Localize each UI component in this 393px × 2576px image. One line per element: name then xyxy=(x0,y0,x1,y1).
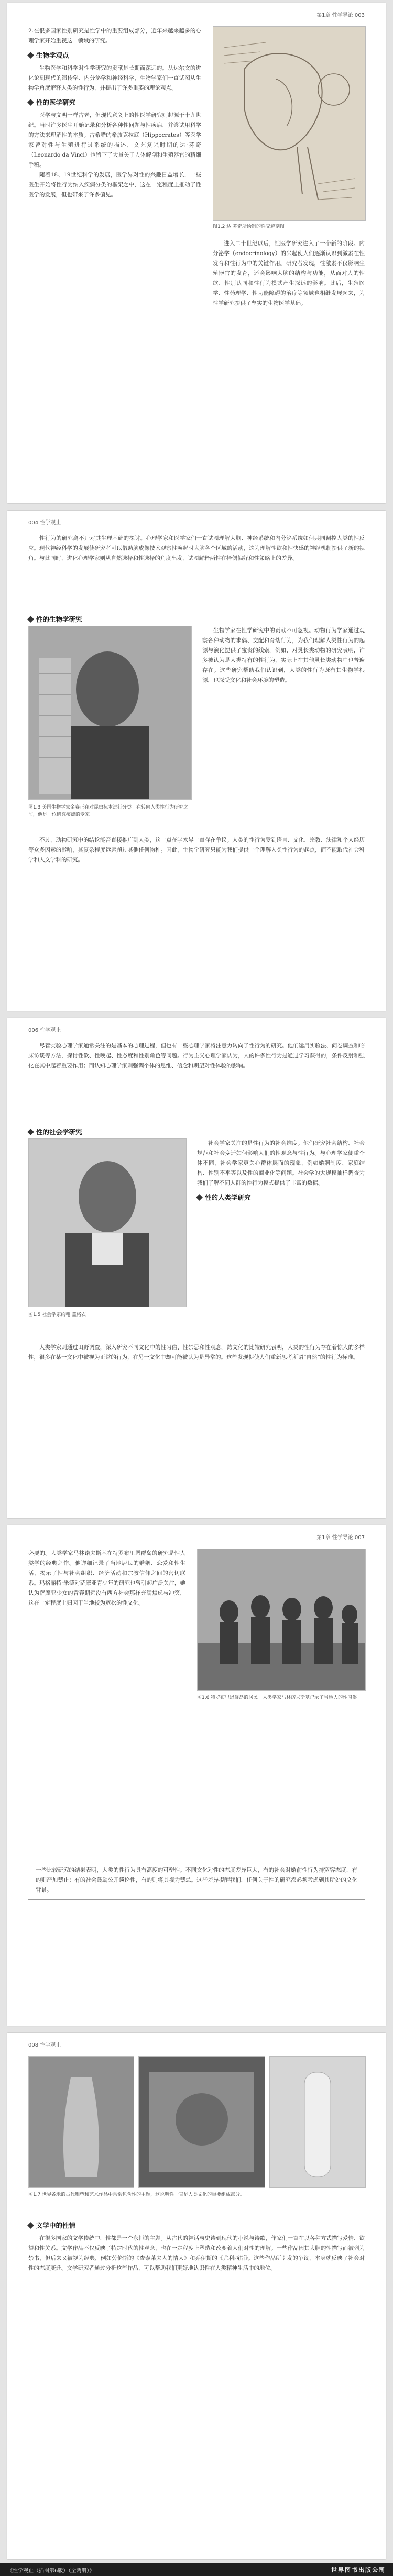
figure-kinsey-photo xyxy=(28,626,192,800)
book-page-003 xyxy=(7,3,386,503)
publisher-logo: 世界图书出版公司 xyxy=(331,2567,386,2573)
figure-caption: 图1.3 美国生物学家金赛正在对昆虫标本进行分类。在转向人类性行为研究之前，他是一位研究瘿蜂的专家。 xyxy=(28,805,189,817)
text-column-left xyxy=(28,26,201,200)
section-heading xyxy=(197,1192,365,1202)
figure-gagnon-photo xyxy=(28,1138,187,1307)
section-heading xyxy=(28,614,191,624)
text-column-top xyxy=(28,1041,365,1071)
text-column-left xyxy=(28,1549,185,1608)
running-header: 006 性学观止 xyxy=(28,1027,61,1033)
text-column-bottom xyxy=(213,239,365,308)
figure-sculpture-left xyxy=(28,2056,134,2188)
heading-text: 生物学观点 xyxy=(36,51,69,59)
statue-photo xyxy=(270,2057,365,2187)
section-heading xyxy=(28,50,201,60)
paragraph: 尽管实验心理学家通常关注的是基本的心理过程，但也有一些心理学家将注意力转向了性行为的研究。他们运用实验法、问卷调查和临床访谈等方法，探讨性欲、性唤起、性态度和性别角色等问题。行为主义心理学家认为，人的许多性行为是通过学习获得的，条件反射和强化在其中起着重要作用；而认知心理学家则强调个体的思维、信念和期望对性体验的影响。 xyxy=(28,1043,365,1069)
figure-caption: 图1.2 达·芬奇所绘制的性交解剖图 xyxy=(213,224,285,229)
group-photo xyxy=(198,1549,365,1690)
figure-trobriand-photo xyxy=(197,1549,366,1691)
figure-sculpture-right xyxy=(269,2056,366,2188)
text-column-right xyxy=(197,1138,365,1206)
running-header: 第1章 性学导论 007 xyxy=(316,1535,365,1541)
footer-bar xyxy=(0,2563,393,2576)
figure-caption: 图1.5 社会学家约翰·盖格农 xyxy=(28,1312,86,1318)
text-column-right xyxy=(202,626,365,686)
paragraph: 进入二十世纪以后，性医学研究进入了一个新的阶段。内分泌学（endocrinology）的兴起使人们逐渐认识到激素在性发育和性行为中的关键作用。研究者发现，性激素不仅影响生殖器官的发育，还会影响大脑的结构与功能，从而对人的性欲、性别认同和性行为模式产生深远的影响。此后，生殖医学、性药理学、性功能障碍的治疗等领域也相继发展起来，为性学研究提供了坚实的生物医学基础。 xyxy=(213,240,365,306)
heading-text: 性的社会学研究 xyxy=(36,1128,82,1136)
paragraph: 性行为的研究离不开对其生理基础的探讨。心理学家和医学家们一直试图理解大脑、神经系统和内分泌系统如何共同调控人类的性反应。现代神经科学的发展使研究者可以借助脑成像技术观察性唤起时大脑各个区域的活动，这为理解性欲和性快感的神经机制提供了新的视角。与此同时，进化心理学家则从自然选择和性选择的角度出发，试图解释两性在择偶偏好和性策略上的差异。 xyxy=(28,535,365,561)
paragraph: 随着18、19世纪科学的发展，医学界对性的兴趣日益增长，一些医生开始将性行为纳入疾病分类的框架之中，这在一定程度上推动了性医学的发展，但也带来了许多偏见。 xyxy=(28,172,201,198)
heading-text: 性的医学研究 xyxy=(36,98,76,106)
book-page-006 xyxy=(7,1018,386,1518)
heading-text: 性的生物学研究 xyxy=(36,615,82,623)
heading-text: 文学中的性情 xyxy=(36,2221,76,2229)
bullet-icon xyxy=(27,2222,34,2229)
sketch-drawing xyxy=(213,27,365,220)
figure-caption: 图1.7 世界各地的古代雕塑和艺术作品中常常包含性的主题，这说明性一直是人类文化的重要组成部分。 xyxy=(28,2192,245,2197)
text-column-main xyxy=(28,2216,365,2273)
paragraph: 不过，动物研究中的结论能否直接推广到人类，这一点在学术界一直存在争议。人类的性行为受到语言、文化、宗教、法律和个人经历等众多因素的影响，其复杂程度远远超过其他任何物种。因此，生物学研究只能为我们提供一个理解人类性行为的起点，而不能取代社会科学和人文学科的研究。 xyxy=(28,837,365,863)
paragraph: 社会学家关注的是性行为的社会维度。他们研究社会结构、社会规范和社会变迁如何影响人们的性观念与性行为。与心理学家侧重个体不同，社会学家更关心群体层面的现象，例如婚姻制度、家庭结构、性别不平等以及性的商业化等问题。社会学的大规模抽样调查为我们了解不同人群的性行为模式提供了丰富的数据。 xyxy=(197,1140,365,1186)
paragraph: 2.在很多国家性别研究是性学中的重要组成部分，近年来越来越多的心理学家开始重视这一领域的研究。 xyxy=(28,28,201,44)
paragraph: 人类学家则通过田野调查，深入研究不同文化中的性习俗、性禁忌和性观念。跨文化的比较研究表明，人类的性行为存在着惊人的多样性，很多在某一文化中被视为正常的行为，在另一文化中却可能被认为是异常的。这些发现促使人们重新思考所谓“自然”的性行为标准。 xyxy=(28,1344,365,1361)
section-heading xyxy=(28,97,201,107)
blockquote: 一些比较研究的结果表明，人类的性行为具有高度的可塑性。不同文化对性的态度差异巨大，有的社会对婚前性行为持宽容态度，有的则严加禁止；有的社会鼓励公开谈论性，有的则将其视为禁忌。这些差异提醒我们，任何关于性的研究都必须考虑到其所处的文化背景。 xyxy=(28,1861,365,1900)
text-column-bottom xyxy=(28,1343,365,1363)
bullet-icon xyxy=(27,52,34,59)
bullet-icon xyxy=(27,616,34,623)
figure-sculpture-middle xyxy=(138,2056,265,2188)
text-column-top xyxy=(28,534,365,563)
paragraph: 必要的。人类学家马林诺夫斯基在特罗布里恩群岛的研究是性人类学的经典之作。他详细记录了当地居民的婚姻、恋爱和性生活，揭示了性与社会组织、经济活动和宗教信仰之间的密切联系。玛格丽特·米德对萨摩亚青少年的研究也曾引起广泛关注，她认为萨摩亚少女的青春期远没有西方社会那样充满焦虑与冲突，这在一定程度上归因于当地较为宽松的性文化。 xyxy=(28,1550,185,1606)
text-column-left xyxy=(28,610,191,627)
book-title: 《性学观止（插图第6版）（全两册）》 xyxy=(7,2568,95,2574)
portrait-photo xyxy=(29,1139,186,1307)
bullet-icon xyxy=(196,1194,203,1201)
book-page-007 xyxy=(7,1525,386,2026)
book-page-008 xyxy=(7,2033,386,2559)
paragraph: 在很多国家的文学传统中，性都是一个永恒的主题。从古代的神话与史诗到现代的小说与诗歌，作家们一直在以各种方式描写爱情、欲望和性关系。文学作品不仅反映了特定时代的性观念，也在一定程度上塑造和改变着人们对性的理解。一些作品因其大胆的性描写而被列为禁书，但后来又被视为经典，例如劳伦斯的《查泰莱夫人的情人》和乔伊斯的《尤利西斯》。这些作品所引发的争议，本身就反映了社会对性的态度变迁。文学研究者通过分析这些作品，可以帮助我们更好地认识性在人类精神生活中的地位。 xyxy=(28,2235,365,2271)
text-column-bottom xyxy=(28,835,365,865)
section-heading xyxy=(28,1127,185,1137)
portrait-photo xyxy=(29,626,191,799)
carving-photo xyxy=(139,2057,265,2187)
paragraph: 生物医学和科学对性学研究的贡献是长期而深远的。从达尔文的进化论到现代的遗传学、内分泌学和神经科学，生物学家们一直试图从生物学角度解释人类的性行为，并提出了许多重要的理论观点。 xyxy=(28,65,201,91)
paragraph: 生物学家在性学研究中的贡献不可忽视。动物行为学家通过观察各种动物的求偶、交配和育幼行为，为我们理解人类性行为的起源与演化提供了宝贵的线索。例如，对灵长类动物的研究表明，许多被认为是人类特有的性行为，实际上在其他灵长类动物中也普遍存在。这些研究帮助我们认识到，人类的性行为既有其生物学根源，也深受文化和社会环境的塑造。 xyxy=(202,627,365,683)
bullet-icon xyxy=(27,99,34,106)
figure-davinci-sketch xyxy=(213,26,366,221)
paragraph: 医学与文明一样古老，但现代意义上的性医学研究则起源于十九世纪。当时许多医生开始记录和分析各种性问题与性疾病，并尝试用科学的方法来理解性的本质。古希腊的希波克拉底（Hippocrates）等医学家曾对性与生殖进行过系统的描述，文艺复兴时期的达·芬奇（Leonardo da Vinci）也留下了大量关于人体解剖和生殖器官的精细手稿。 xyxy=(28,112,201,168)
sculpture-photo xyxy=(29,2057,134,2187)
bullet-icon xyxy=(27,1129,34,1135)
running-header: 008 性学观止 xyxy=(28,2042,61,2048)
section-heading xyxy=(28,2220,365,2230)
text-column-heading xyxy=(28,1123,185,1140)
heading-text: 性的人类学研究 xyxy=(205,1193,251,1201)
book-page-004 xyxy=(7,511,386,1011)
running-header: 第1章 性学导论 003 xyxy=(316,13,365,18)
figure-caption: 图1.6 特罗布里恩群岛的居民。人类学家马林诺夫斯基记录了当地人的性习俗。 xyxy=(197,1695,362,1700)
running-header: 004 性学观止 xyxy=(28,520,61,526)
